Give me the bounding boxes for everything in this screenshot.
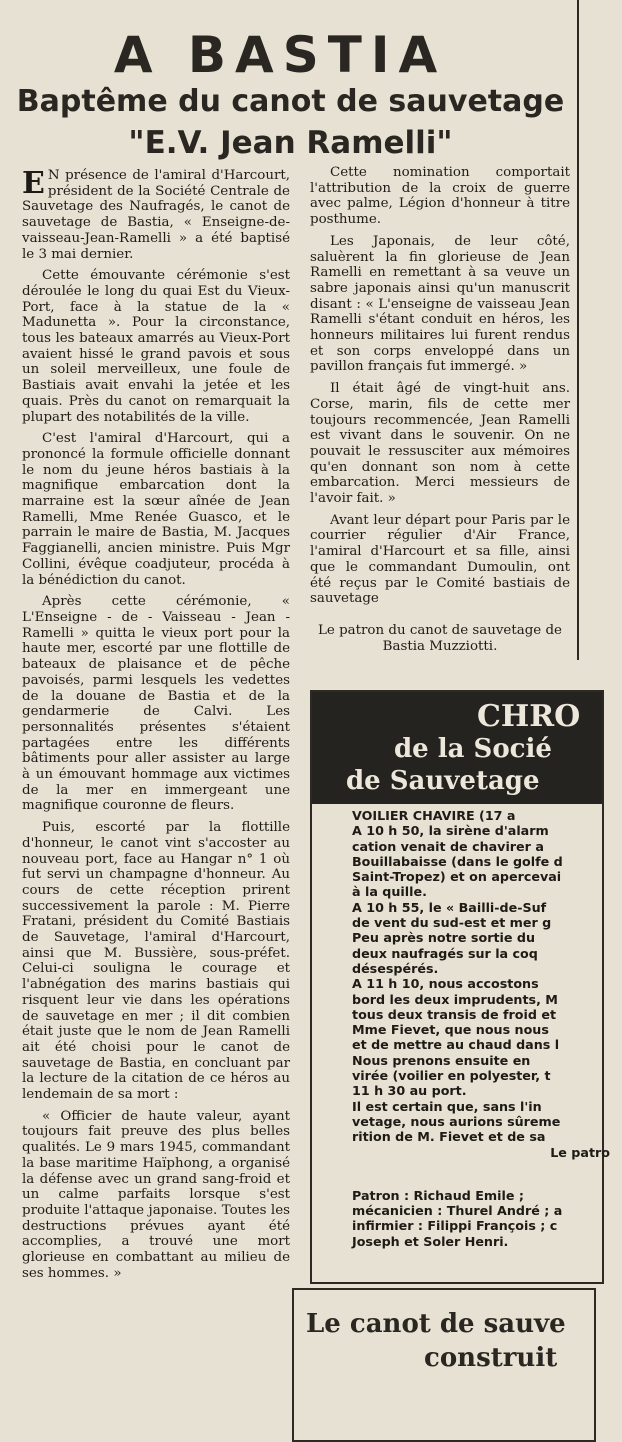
chronicle-line: A 10 h 50, la sirène d'alarm	[352, 823, 549, 839]
chronicle-box	[310, 690, 610, 1284]
paragraph: N présence de l'amiral d'Harcourt, président de la Société Centrale de Sauvetage des Naufragés, le canot de sauvetage de Bastia, « Enseigne-de-vaisseau-Jean-Ramelli » a été baptisé le 3 mai dernier.	[22, 168, 290, 262]
chronicle-line: de vent du sud-est et mer g	[352, 915, 552, 931]
photo-caption: Le patron du canot de sauvetage de Bastia Muzziotti.	[318, 622, 562, 654]
crew-line: mécanicien : Thurel André ; a	[352, 1203, 563, 1219]
chronicle-line: tous deux transis de froid et	[352, 1006, 557, 1022]
chronicle-line: Nous prenons ensuite en	[352, 1052, 531, 1068]
article-right-column	[310, 165, 570, 660]
chronicle-line: deux naufragés sur la coq	[352, 945, 538, 961]
chronicle-banner-line: de la Socié	[394, 734, 552, 764]
chronicle-line: Mme Fievet, que nous nous	[352, 1022, 549, 1038]
chronicle-signature: Le patro	[550, 1144, 610, 1160]
crew-line: Patron : Richaud Emile ;	[352, 1187, 524, 1203]
crew-line: Joseph et Soler Henri.	[352, 1233, 509, 1249]
chronicle-line: Peu après notre sortie du	[352, 930, 535, 946]
chronicle-line: et de mettre au chaud dans l	[352, 1037, 560, 1053]
paragraph: Il était âgé de vingt-huit ans. Corse, marin, fils de cette mer toujours recommencée, Jean Ramelli est vivant dans le souvenir. On ne pouvait le ressusciter aux mémoires qu'en donnant son nom à cette embarcation. Merci messieurs de l'avoir fait. »	[310, 381, 570, 507]
drop-cap: E	[22, 166, 45, 201]
chronicle-line: vetage, nous aurions sûreme	[352, 1113, 561, 1129]
column-rule	[577, 0, 579, 660]
chronicle-banner-line: CHRO	[477, 699, 581, 734]
headline-boat-name: "E.V. Jean Ramelli"	[128, 125, 453, 161]
chronicle-line: Il est certain que, sans l'in	[352, 1098, 542, 1114]
chronicle-line: à la quille.	[352, 884, 427, 900]
chronicle-line: Saint-Tropez) et on apercevai	[352, 869, 562, 885]
article-left-column	[22, 168, 290, 1288]
paragraph: « Officier de haute valeur, ayant toujours fait preuve des plus belles qualités. Le 9 mars 1945, commandant la base maritime Haïphong, a organisé la défense avec un grand sang-froid et un calme parfaits lorsque s'est produite l'attaque japonaise. Toutes les destructions prévues ayant été accomplies, a trouvé une mort glorieuse en combattant au milieu de ses hommes. »	[22, 1108, 290, 1281]
next-article-title: construit	[424, 1343, 558, 1373]
paragraph: Les Japonais, de leur côté, saluèrent la fin glorieuse de Jean Ramelli en remettant à sa veuve un sabre japonais ainsi qu'un manuscrit disant : « L'enseigne de vaisseau Jean Ramelli s'étant conduit en héros, les honneurs militaires lui furent rendus et son corps enveloppé dans un pavillon français fut immergé. »	[310, 233, 570, 375]
paragraph: Cette émouvante cérémonie s'est déroulée le long du quai Est du Vieux-Port, face à la statue de la « Madunetta ». Pour la circonstance, tous les bateaux amarrés au Vieux-Port avaient hissé le grand pavois et sous un soleil merveilleux, une foule de Bastiais avait envahi la jetée et les quais. Près du canot on remarquait la plupart des notabilités de la ville.	[22, 268, 290, 425]
chronicle-line: VOILIER CHAVIRE (17 a	[352, 808, 516, 823]
chronicle-line: bord les deux imprudents, M	[352, 991, 558, 1007]
chronicle-line: désespérés.	[352, 960, 439, 976]
chronicle-line: 11 h 30 au port.	[352, 1083, 467, 1099]
paragraph: Après cette cérémonie, « L'Enseigne - de - Vaisseau - Jean - Ramelli » quitta le vieux port pour la haute mer, escorté par une flottille de bateaux de plaisance et de pêche pavoisés, parmi lesquels les vedettes de la douane de Bastia et de la gendarmerie de Calvi. Les personnalités présentes s'étaient partagées entre les différents bâtiments pour aller assister au large à un émouvant hommage aux victimes de la mer en immergeant une magnifique couronne de fleurs.	[22, 594, 290, 814]
paragraph: C'est l'amiral d'Harcourt, qui a prononcé la formule officielle donnant le nom du jeune héros bastiais à la magnifique embarcation dont la marraine est la sœur aînée de Jean Ramelli, Mme Renée Guasco, et le parrain le maire de Bastia, M. Jacques Faggianelli, ancien ministre. Puis Mgr Collini, évêque coadjuteur, procéda à la bénédiction du canot.	[22, 431, 290, 588]
next-article-title: Le canot de sauve	[306, 1309, 566, 1339]
paragraph: Puis, escorté par la flottille d'honneur, le canot vint s'accoster au nouveau port, face au Hangar n° 1 où fut servi un champagne d'honneur. Au cours de cette réception prirent successivement la parole : M. Pierre Fratani, président du Comité Bastiais de Sauvetage, l'amiral d'Harcourt, ainsi que M. Bussière, sous-préfet. Celui-ci souligna le courage et l'abnégation des marins bastiais qui risquent leur vie dans les opérations de sauvetage en mer ; il dit combien était juste que le nom de Jean Ramelli ait été choisi pour le canot de sauvetage de Bastia, en concluant par la lecture de la citation de ce héros au lendemain de sa mort :	[22, 820, 290, 1103]
chronicle-line: virée (voilier en polyester, t	[352, 1068, 551, 1084]
chronicle-text	[352, 808, 622, 1249]
next-article-box	[292, 1288, 596, 1442]
chronicle-line: cation venait de chavirer a	[352, 838, 544, 854]
chronicle-line: Bouillabaisse (dans le golfe d	[352, 853, 563, 869]
crew-line: infirmier : Filippi François ; c	[352, 1218, 558, 1234]
chronicle-line: A 11 h 10, nous accostons	[352, 976, 539, 992]
chronicle-banner	[312, 692, 602, 804]
paragraph: Cette nomination comportait l'attribution de la croix de guerre avec palme, Légion d'honneur à titre posthume.	[310, 165, 570, 228]
chronicle-line: rition de M. Fievet et de sa	[352, 1129, 546, 1145]
headline-main: A BASTIA	[113, 26, 447, 84]
chronicle-banner-line: de Sauvetage	[346, 766, 540, 796]
paragraph: Avant leur départ pour Paris par le courrier régulier d'Air France, l'amiral d'Harcourt et sa fille, ainsi que le commandant Dumoulin, ont été reçus par le Comité bastiais de sauvetage	[310, 512, 570, 607]
chronicle-line: A 10 h 55, le « Bailli-de-Suf	[352, 899, 547, 915]
headline-subtitle: Baptême du canot de sauvetage	[16, 84, 565, 119]
